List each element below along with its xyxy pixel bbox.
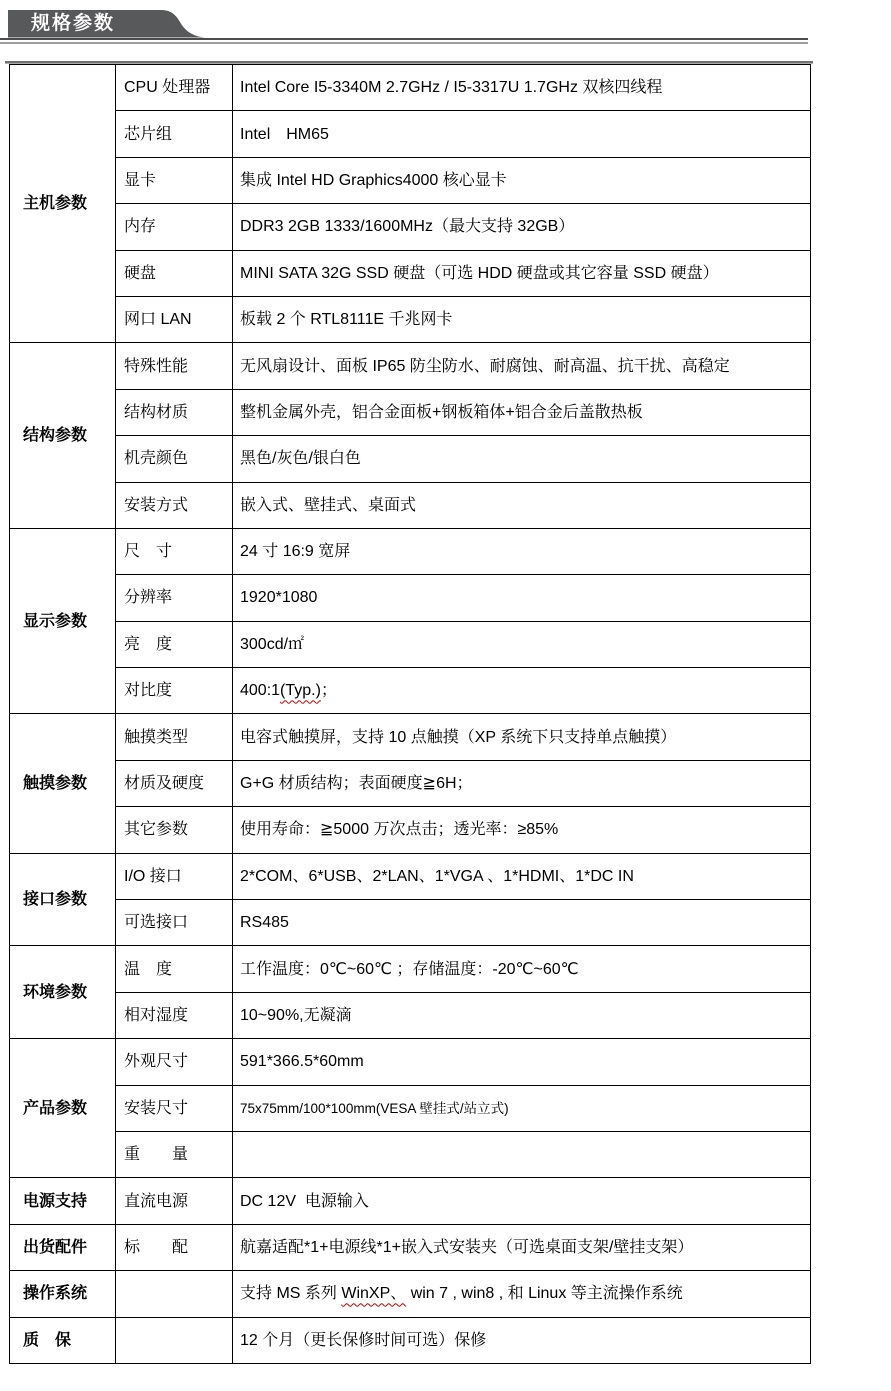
table-row	[10, 760, 811, 806]
table-row	[10, 714, 811, 760]
param-cell	[116, 1317, 233, 1363]
param-cell: 相对湿度	[116, 992, 233, 1038]
value-cell: 300cd/㎡	[233, 621, 811, 667]
table-row	[10, 528, 811, 574]
param-cell: 标 配	[116, 1224, 233, 1270]
table-row	[10, 1178, 811, 1224]
value-cell	[233, 1271, 811, 1317]
param-cell: CPU 处理器	[116, 65, 233, 111]
param-cell: 分辨率	[116, 575, 233, 621]
category-cell: 质 保	[10, 1317, 116, 1363]
param-cell: 尺 寸	[116, 528, 233, 574]
value-text: win 7 , win8 , 和 Linux 等主流操作系统	[406, 1285, 683, 1303]
value-text: ；	[320, 682, 337, 700]
category-cell: 结构参数	[10, 343, 116, 529]
category-cell: 触摸参数	[10, 714, 116, 853]
category-cell: 操作系统	[10, 1271, 116, 1317]
table-row	[10, 853, 811, 899]
table-row	[10, 111, 811, 157]
param-cell: 温 度	[116, 946, 233, 992]
param-cell: 外观尺寸	[116, 1039, 233, 1085]
header-double-rule	[0, 38, 808, 44]
param-cell: 直流电源	[116, 1178, 233, 1224]
table-row	[10, 1085, 811, 1131]
category-cell: 环境参数	[10, 946, 116, 1039]
param-cell: 硬盘	[116, 250, 233, 296]
table-row	[10, 668, 811, 714]
category-cell: 电源支持	[10, 1178, 116, 1224]
param-cell: 对比度	[116, 668, 233, 714]
table-row	[10, 1131, 811, 1177]
param-cell: 结构材质	[116, 389, 233, 435]
param-cell: 内存	[116, 204, 233, 250]
value-cell: 集成 Intel HD Graphics4000 核心显卡	[233, 157, 811, 203]
value-cell	[233, 1131, 811, 1177]
value-cell: 75x75mm/100*100mm(VESA 壁挂式/站立式)	[233, 1085, 811, 1131]
value-cell: 黑色/灰色/银白色	[233, 436, 811, 482]
table-row	[10, 621, 811, 667]
param-cell: 芯片组	[116, 111, 233, 157]
value-cell: 12 个月（更长保修时间可选）保修	[233, 1317, 811, 1363]
table-row	[10, 1039, 811, 1085]
param-cell: 安装方式	[116, 482, 233, 528]
table-row	[10, 482, 811, 528]
value-cell: 10~90%,无凝滴	[233, 992, 811, 1038]
value-cell: MINI SATA 32G SSD 硬盘（可选 HDD 硬盘或其它容量 SSD 硬盘）	[233, 250, 811, 296]
param-cell: 重 量	[116, 1131, 233, 1177]
value-cell: 板载 2 个 RTL8111E 千兆网卡	[233, 296, 811, 342]
table-row	[10, 946, 811, 992]
table-row	[10, 204, 811, 250]
category-cell: 显示参数	[10, 528, 116, 714]
category-cell: 接口参数	[10, 853, 116, 946]
table-row	[10, 296, 811, 342]
table-row	[10, 389, 811, 435]
table-row	[10, 436, 811, 482]
category-cell: 产品参数	[10, 1039, 116, 1178]
value-cell: 整机金属外壳，铝合金面板+钢板箱体+铝合金后盖散热板	[233, 389, 811, 435]
param-cell: 其它参数	[116, 807, 233, 853]
section-header-banner	[8, 10, 208, 38]
value-cell: 1920*1080	[233, 575, 811, 621]
value-cell: 24 寸 16:9 宽屏	[233, 528, 811, 574]
table-row	[10, 343, 811, 389]
param-cell: 可选接口	[116, 900, 233, 946]
table-row	[10, 1271, 811, 1317]
value-cell: Intel Core I5-3340M 2.7GHz / I5-3317U 1.7GHz 双核四线程	[233, 65, 811, 111]
table-row	[10, 250, 811, 296]
value-cell: 2*COM、6*USB、2*LAN、1*VGA 、1*HDMI、1*DC IN	[233, 853, 811, 899]
param-cell: 机壳颜色	[116, 436, 233, 482]
value-cell: DDR3 2GB 1333/1600MHz（最大支持 32GB）	[233, 204, 811, 250]
table-row	[10, 1224, 811, 1270]
spellcheck-flagged-text: WinXP、	[341, 1285, 407, 1303]
table-row	[10, 992, 811, 1038]
value-cell: 无风扇设计、面板 IP65 防尘防水、耐腐蚀、耐高温、抗干扰、高稳定	[233, 343, 811, 389]
param-cell: 亮 度	[116, 621, 233, 667]
value-cell: RS485	[233, 900, 811, 946]
param-cell: 安装尺寸	[116, 1085, 233, 1131]
value-cell: 使用寿命：≧5000 万次点击；透光率：≥85%	[233, 807, 811, 853]
table-row	[10, 157, 811, 203]
value-cell: 航嘉适配*1+电源线*1+嵌入式安装夹（可选桌面支架/壁挂支架）	[233, 1224, 811, 1270]
value-text: 400:1	[240, 682, 281, 700]
table-row	[10, 65, 811, 111]
param-cell: 特殊性能	[116, 343, 233, 389]
page-title: 规格参数	[31, 13, 116, 34]
rule-light-line	[0, 42, 808, 44]
table-row	[10, 1317, 811, 1363]
param-cell: 显卡	[116, 157, 233, 203]
param-cell	[116, 1271, 233, 1317]
value-cell: 591*366.5*60mm	[233, 1039, 811, 1085]
spellcheck-flagged-text: (Typ.)	[280, 682, 321, 700]
value-cell: 电容式触摸屏，支持 10 点触摸（XP 系统下只支持单点触摸）	[233, 714, 811, 760]
value-cell: 嵌入式、壁挂式、桌面式	[233, 482, 811, 528]
category-cell: 主机参数	[10, 65, 116, 343]
value-cell: Intel HM65	[233, 111, 811, 157]
table-row	[10, 575, 811, 621]
param-cell: I/O 接口	[116, 853, 233, 899]
value-text: 支持 MS 系列	[240, 1285, 342, 1303]
value-cell: 工作温度：0℃~60℃ ；存储温度：-20℃~60℃	[233, 946, 811, 992]
spec-table	[9, 64, 811, 1364]
param-cell: 网口 LAN	[116, 296, 233, 342]
value-cell: G+G 材质结构；表面硬度≧6H；	[233, 760, 811, 806]
spec-table-body	[10, 65, 811, 1364]
category-cell: 出货配件	[10, 1224, 116, 1270]
value-cell: DC 12V 电源输入	[233, 1178, 811, 1224]
table-row	[10, 807, 811, 853]
param-cell: 材质及硬度	[116, 760, 233, 806]
table-row	[10, 900, 811, 946]
value-cell	[233, 668, 811, 714]
param-cell: 触摸类型	[116, 714, 233, 760]
